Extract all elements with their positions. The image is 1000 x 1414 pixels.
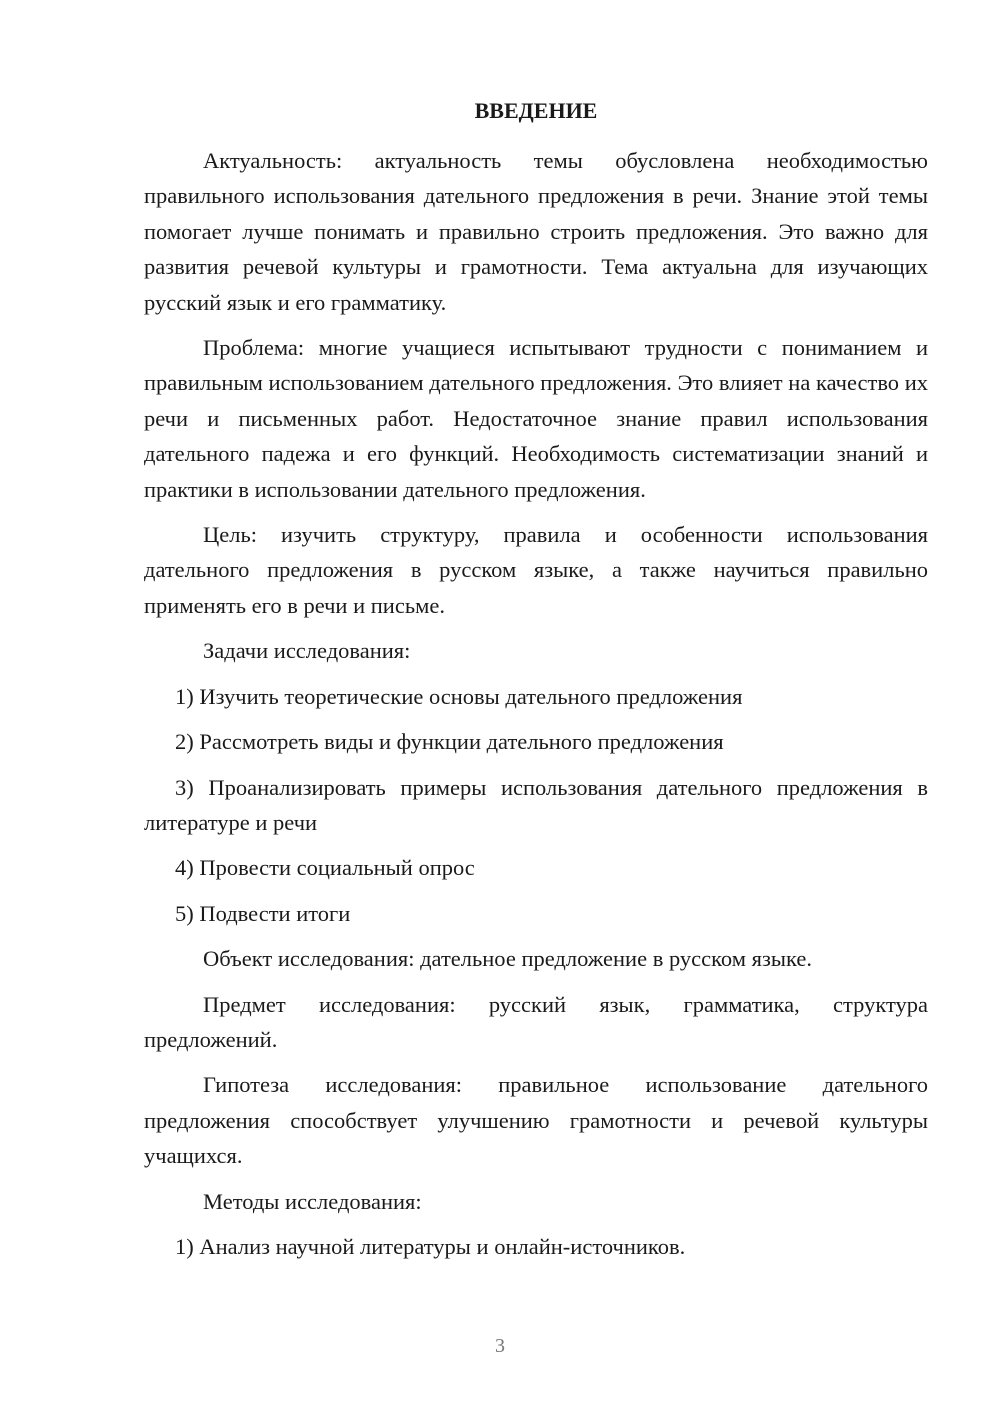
task-item: 1) Изучить теоретические основы дательного предложения xyxy=(175,683,743,709)
document-body xyxy=(144,143,928,1274)
task-item: 5) Подвести итоги xyxy=(175,900,351,926)
page-number: 3 xyxy=(495,1335,505,1357)
paragraph-tasks-heading: Задачи исследования: xyxy=(203,638,411,664)
paragraph-hypothesis: Гипотеза исследования: правильное использование дательного предложения способствует улучшению грамотности и речевой культуры учащихся. xyxy=(144,1072,928,1169)
task-item: 3) Проанализировать примеры использования дательного предложения в литературе и речи xyxy=(144,774,928,835)
page-title: ВВЕДЕНИЕ xyxy=(474,98,598,123)
paragraph-goal: Цель: изучить структуру, правила и особенности использования дательного предложения в русском языке, а также научиться правильно применять его в речи и письме. xyxy=(144,522,928,618)
task-item: 4) Провести социальный опрос xyxy=(175,855,475,881)
paragraph-problem: Проблема: многие учащиеся испытывают трудности с пониманием и правильным использованием дательного предложения. Это влияет на качество их речи и письменных работ. Недостаточное знание правил использования дательного падежа и его функций. Необходимость систематизации знаний и практики в использовании дательного предложения. xyxy=(144,335,928,502)
method-item: 1) Анализ научной литературы и онлайн-источников. xyxy=(175,1233,686,1259)
task-item: 2) Рассмотреть виды и функции дательного предложения xyxy=(175,729,724,755)
paragraph-relevance: Актуальность: актуальность темы обусловлена необходимостью правильного использования дательного предложения в речи. Знание этой темы помогает лучше понимать и правильно строить предложения. Это важно для развития речевой культуры и грамотности. Тема актуальна для изучающих русский язык и его грамматику. xyxy=(144,148,928,315)
paragraph-methods-heading: Методы исследования: xyxy=(203,1188,422,1214)
paragraph-object: Объект исследования: дательное предложение в русском языке. xyxy=(203,946,812,972)
paragraph-subject: Предмет исследования: русский язык, грамматика, структура предложений. xyxy=(144,991,928,1052)
